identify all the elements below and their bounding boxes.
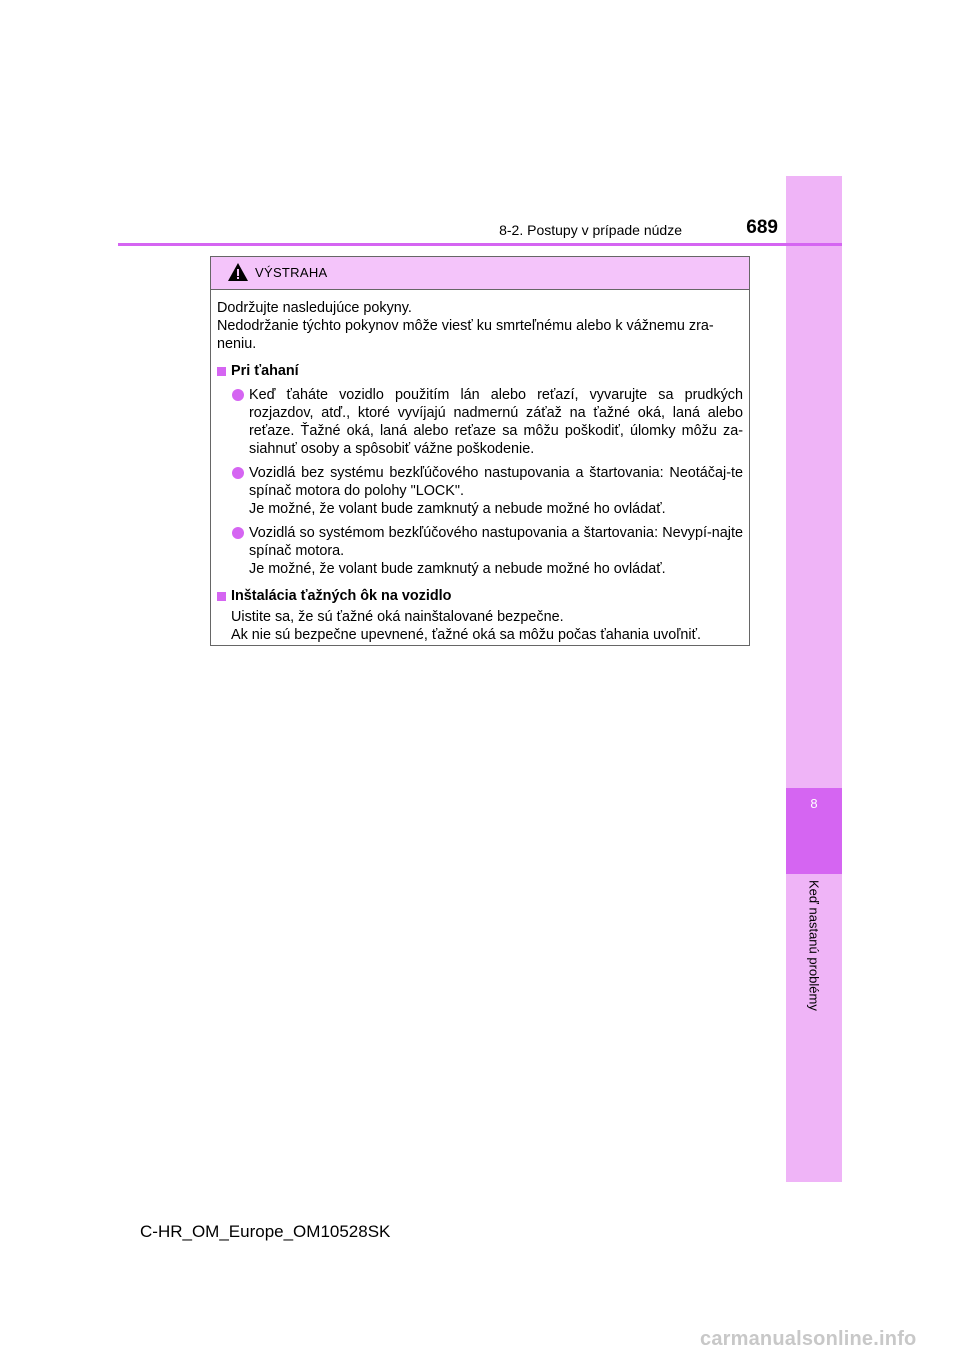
watermark-text: carmanualsonline.info xyxy=(700,1328,917,1350)
section-heading-towing xyxy=(217,362,743,380)
chapter-title: Keď nastanú problémy xyxy=(806,880,822,1011)
list-item xyxy=(217,524,743,578)
warning-header xyxy=(211,257,749,290)
page-number: 689 xyxy=(746,217,778,238)
section-heading-text: Pri ťahaní xyxy=(231,363,299,379)
warning-box xyxy=(210,256,750,646)
bullet-note: Je možné, že volant bude zamknutý a nebude možné ho ovládať. xyxy=(249,561,666,577)
bullet-text: Vozidlá bez systému bezkľúčového nastupovania a štartovania: Neotáčaj-te spínač motora do polohy "LOCK". xyxy=(249,465,743,499)
warning-body xyxy=(217,299,743,644)
warning-triangle-icon xyxy=(227,262,249,282)
header-divider xyxy=(118,243,842,246)
square-bullet-icon xyxy=(217,592,226,601)
watermark[interactable] xyxy=(700,1328,950,1354)
chapter-number: 8 xyxy=(810,796,818,811)
square-bullet-icon xyxy=(217,367,226,376)
list-item xyxy=(217,464,743,518)
circle-bullet-icon xyxy=(232,527,244,539)
chapter-side-tab xyxy=(786,176,842,1182)
intro-line-1: Dodržujte nasledujúce pokyny. xyxy=(217,300,412,316)
section-heading-installation xyxy=(217,587,743,605)
warning-title: VÝSTRAHA xyxy=(255,265,328,280)
intro-line-2: Nedodržanie týchto pokynov môže viesť ku smrteľnému alebo k vážnemu zra-neniu. xyxy=(217,318,714,352)
document-code: C-HR_OM_Europe_OM10528SK xyxy=(140,1222,391,1241)
section-title: 8-2. Postupy v prípade núdze xyxy=(499,222,682,238)
installation-line-2: Ak nie sú bezpečne upevnené, ťažné oká sa môžu počas ťahania uvoľniť. xyxy=(231,627,702,643)
installation-line-1: Uistite sa, že sú ťažné oká nainštalované bezpečne. xyxy=(231,609,564,625)
circle-bullet-icon xyxy=(232,467,244,479)
list-item xyxy=(217,386,743,458)
circle-bullet-icon xyxy=(232,389,244,401)
bullet-text: Vozidlá so systémom bezkľúčového nastupovania a štartovania: Nevypí-najte spínač motora. xyxy=(249,525,743,559)
bullet-note: Je možné, že volant bude zamknutý a nebude možné ho ovládať. xyxy=(249,501,666,517)
bullet-text: Keď ťaháte vozidlo použitím lán alebo reťazí, vyvarujte sa prudkých rozjazdov, atď., ktoré vyvíjajú nadmernú záťaž na ťažné oká, laná alebo reťaze. Ťažné oká, laná alebo reťaze sa môžu poškodiť, úlomky môžu za-siahnuť osoby a spôsobiť vážne poškodenie. xyxy=(249,387,743,457)
installation-text xyxy=(217,608,743,644)
section-heading-text: Inštalácia ťažných ôk na vozidlo xyxy=(231,588,452,604)
